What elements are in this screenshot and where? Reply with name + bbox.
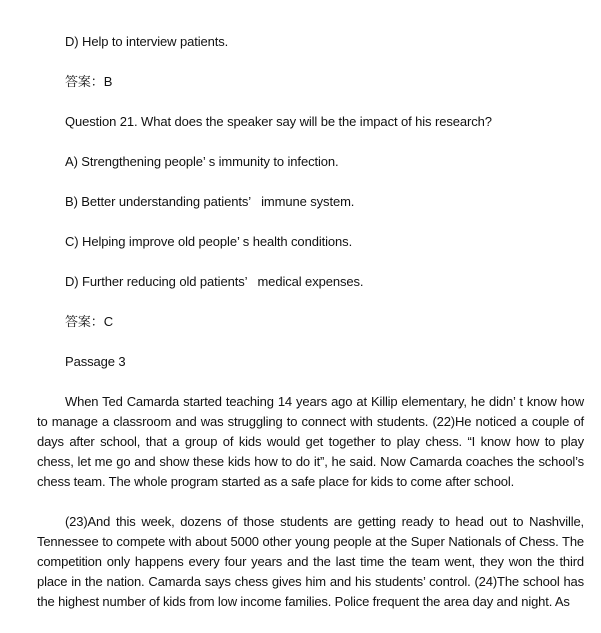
passage-paragraph-2: (23)And this week, dozens of those students are getting ready to head out to Nashville, Tennessee to compete with about 5000 other young people at the Super Nationals of Chess. The competition only happens every four years and the last time the team went, they won the third place in the nation. Camarda says chess gives him and his students’ control. (24)The school has the highest number of kids from low income families. Police frequent the area day and night. As bbox=[37, 514, 584, 609]
answer-option-b-q21: B) Better understanding patients’ immune system. bbox=[65, 194, 355, 209]
answer-option-d-q21: D) Further reducing old patients’ medical expenses. bbox=[65, 274, 364, 289]
answer-option-d-q20: D) Help to interview patients. bbox=[65, 34, 229, 49]
answer-key-q20: 答案：B bbox=[65, 74, 113, 89]
passage-heading: Passage 3 bbox=[65, 354, 126, 369]
question-21: Question 21. What does the speaker say will be the impact of his research? bbox=[65, 114, 492, 129]
answer-option-a-q21: A) Strengthening people’ s immunity to infection. bbox=[65, 154, 339, 169]
answer-option-c-q21: C) Helping improve old people’ s health conditions. bbox=[65, 234, 353, 249]
passage-paragraph-1: When Ted Camarda started teaching 14 years ago at Killip elementary, he didn’ t know how to manage a classroom and was struggling to connect with students. (22)He noticed a couple of days after school, that a group of kids would get together to play chess. “I know how to play chess, let me go and show these kids how to do it”, he said. Now Camarda coaches the school’s chess team. The whole program started as a safe place for kids to come after school. bbox=[37, 394, 584, 489]
answer-key-q21: 答案：C bbox=[65, 314, 113, 329]
